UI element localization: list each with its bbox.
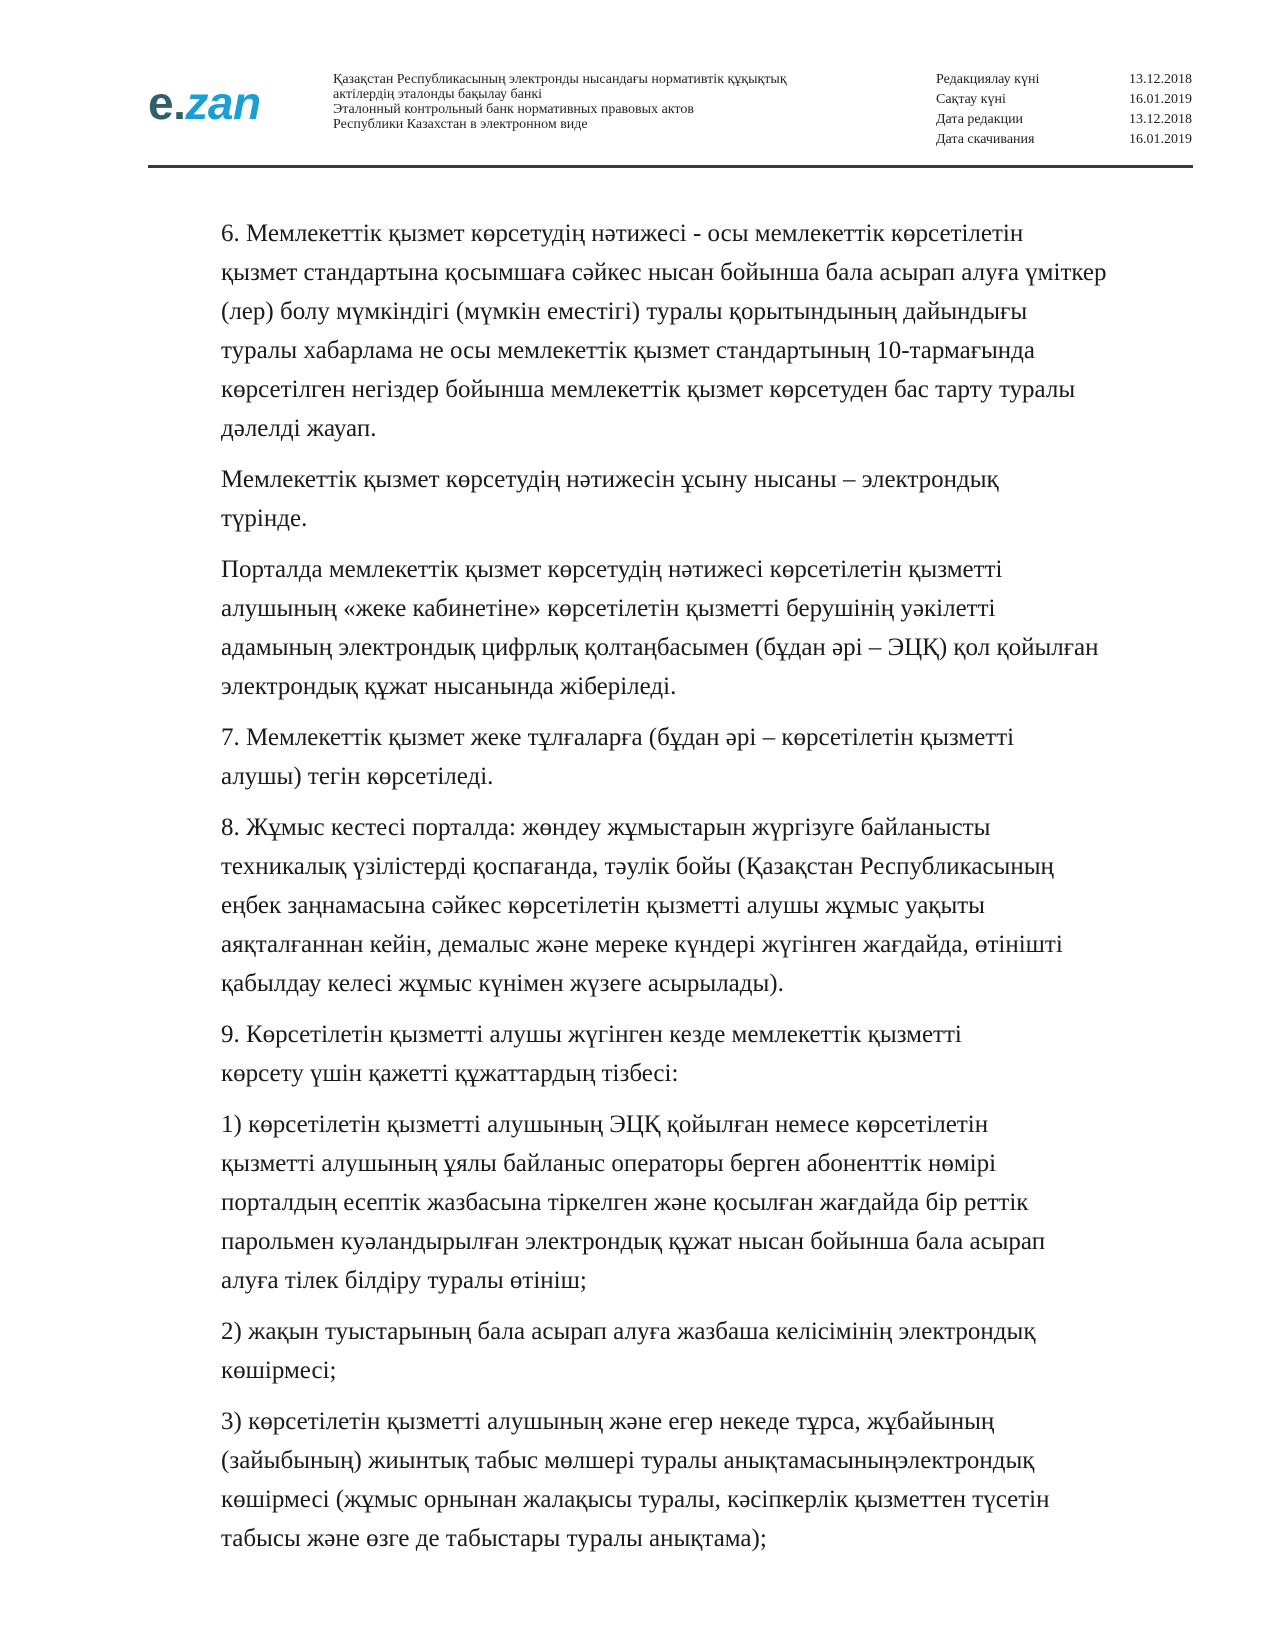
logo-zan: zan xyxy=(185,77,261,129)
paragraph-line: туралы хабарлама не осы мемлекеттік қызмет стандартының 10-тармағында xyxy=(221,337,1036,364)
paragraph-line: дәлелді жауап. xyxy=(221,415,377,442)
bank-info-line: Республики Казахстан в электронном виде xyxy=(333,117,588,132)
paragraph-line: қызмет стандартына қосымшаға сәйкес нысан бойынша бала асырап алуға үміткер xyxy=(221,259,1107,286)
paragraph-line: Порталда мемлекеттік қызмет көрсетудің нәтижесі көрсетілетін қызметті xyxy=(221,556,1003,583)
paragraph-line: табысы және өзге де табыстары туралы анықтама); xyxy=(221,1525,767,1552)
paragraph-line: (зайыбының) жиынтық табыс мөлшері туралы анықтамасыныңэлектрондық xyxy=(221,1447,1035,1474)
document-header xyxy=(148,68,1192,166)
paragraph xyxy=(148,1402,1188,1558)
paragraph-line: көрсету үшін қажетті құжаттардың тізбесі: xyxy=(221,1060,679,1087)
paragraph-line: 3) көрсетілетін қызметті алушының және егер некеде тұрса, жұбайының xyxy=(221,1408,995,1435)
paragraph-line: аяқталғаннан кейін, демалыс және мереке күндері жүгінген жағдайда, өтінішті xyxy=(221,931,1063,958)
paragraph-line: адамының электрондық цифрлық қолтаңбасымен (бұдан әрі – ЭЦҚ) қол қойылған xyxy=(221,634,1099,661)
bank-info xyxy=(333,72,893,132)
paragraph-line: 7. Мемлекеттік қызмет жеке тұлғаларға (бұдан әрі – көрсетілетін қызметті xyxy=(221,724,1015,751)
paragraph-line: парольмен куәландырылған электрондық құжат нысан бойынша бала асырап xyxy=(221,1228,1046,1255)
paragraph xyxy=(148,460,1188,538)
paragraph-line: алушы) тегін көрсетіледі. xyxy=(221,763,494,790)
document-body xyxy=(148,214,1188,1570)
paragraph-line: көшірмесі (жұмыс орнынан жалақысы туралы, кәсіпкерлік қызметтен түсетін xyxy=(221,1486,1050,1513)
date-label: Дата редакции xyxy=(936,112,1024,127)
date-label: Дата скачивания xyxy=(936,132,1035,147)
date-value: 16.01.2019 xyxy=(1129,92,1192,107)
date-row xyxy=(936,112,1192,132)
paragraph-line: алушының «жеке кабинетіне» көрсетілетін қызметті берушінің уәкілетті xyxy=(221,595,996,622)
paragraph xyxy=(148,1105,1188,1300)
paragraph-line: қызметті алушының ұялы байланыс операторы берген абоненттік нөмірі xyxy=(221,1150,997,1177)
paragraph xyxy=(148,718,1188,796)
date-label: Редакциялау күні xyxy=(936,72,1040,87)
paragraph-line: түрінде. xyxy=(221,505,308,532)
paragraph-line: (лер) болу мүмкіндігі (мүмкін еместігі) туралы қорытындының дайындығы xyxy=(221,298,1028,325)
paragraph-line: көрсетілген негіздер бойынша мемлекеттік қызмет көрсетуден бас тарту туралы xyxy=(221,376,1076,403)
date-value: 16.01.2019 xyxy=(1129,132,1192,147)
bank-info-line: Эталонный контрольный банк нормативных правовых актов xyxy=(333,102,694,117)
paragraph xyxy=(148,808,1188,1003)
logo-dot: . xyxy=(173,77,186,129)
bank-info-line: актілердің эталонды бақылау банкі xyxy=(333,87,543,102)
paragraph-line: қабылдау келесі жұмыс күнімен жүзеге асырылады). xyxy=(221,970,784,997)
paragraph xyxy=(148,1015,1188,1093)
date-row xyxy=(936,132,1192,152)
date-row xyxy=(936,92,1192,112)
paragraph-line: 9. Көрсетілетін қызметті алушы жүгінген кезде мемлекеттік қызметті xyxy=(221,1021,962,1048)
paragraph-line: 8. Жұмыс кестесі порталда: жөндеу жұмыстарын жүргізуге байланысты xyxy=(221,814,991,841)
header-divider xyxy=(148,165,1193,168)
paragraph-line: көшірмесі; xyxy=(221,1357,337,1384)
date-info xyxy=(936,72,1192,152)
paragraph-line: 6. Мемлекеттік қызмет көрсетудің нәтижесі - осы мемлекеттік көрсетілетін xyxy=(221,220,1024,247)
paragraph-line: еңбек заңнамасына сәйкес көрсетілетін қызметті алушы жұмыс уақыты xyxy=(221,892,985,919)
logo-e: e xyxy=(148,77,174,129)
paragraph-line: техникалық үзілістерді қоспағанда, тәулік бойы (Қазақстан Республикасының xyxy=(221,853,1054,880)
date-value: 13.12.2018 xyxy=(1129,112,1192,127)
paragraph xyxy=(148,550,1188,706)
date-label: Сақтау күні xyxy=(936,92,1006,107)
paragraph-line: 1) көрсетілетін қызметті алушының ЭЦҚ қойылған немесе көрсетілетін xyxy=(221,1111,989,1138)
paragraph-line: 2) жақын туыстарының бала асырап алуға жазбаша келісімінің электрондық xyxy=(221,1318,1036,1345)
paragraph xyxy=(148,1312,1188,1390)
paragraph-line: Мемлекеттік қызмет көрсетудің нәтижесін ұсыну нысаны – электрондық xyxy=(221,466,999,493)
paragraph-line: алуға тілек білдіру туралы өтініш; xyxy=(221,1267,587,1294)
paragraph xyxy=(148,214,1188,448)
date-row xyxy=(936,72,1192,92)
date-value: 13.12.2018 xyxy=(1129,72,1192,87)
bank-info-line: Қазақстан Республикасының электронды нысандағы нормативтік құқықтық xyxy=(333,72,787,87)
paragraph-line: порталдың есептік жазбасына тіркелген және қосылған жағдайда бір реттік xyxy=(221,1189,1029,1216)
paragraph-line: электрондық құжат нысанында жіберіледі. xyxy=(221,673,677,700)
ezan-logo[interactable] xyxy=(148,77,261,129)
